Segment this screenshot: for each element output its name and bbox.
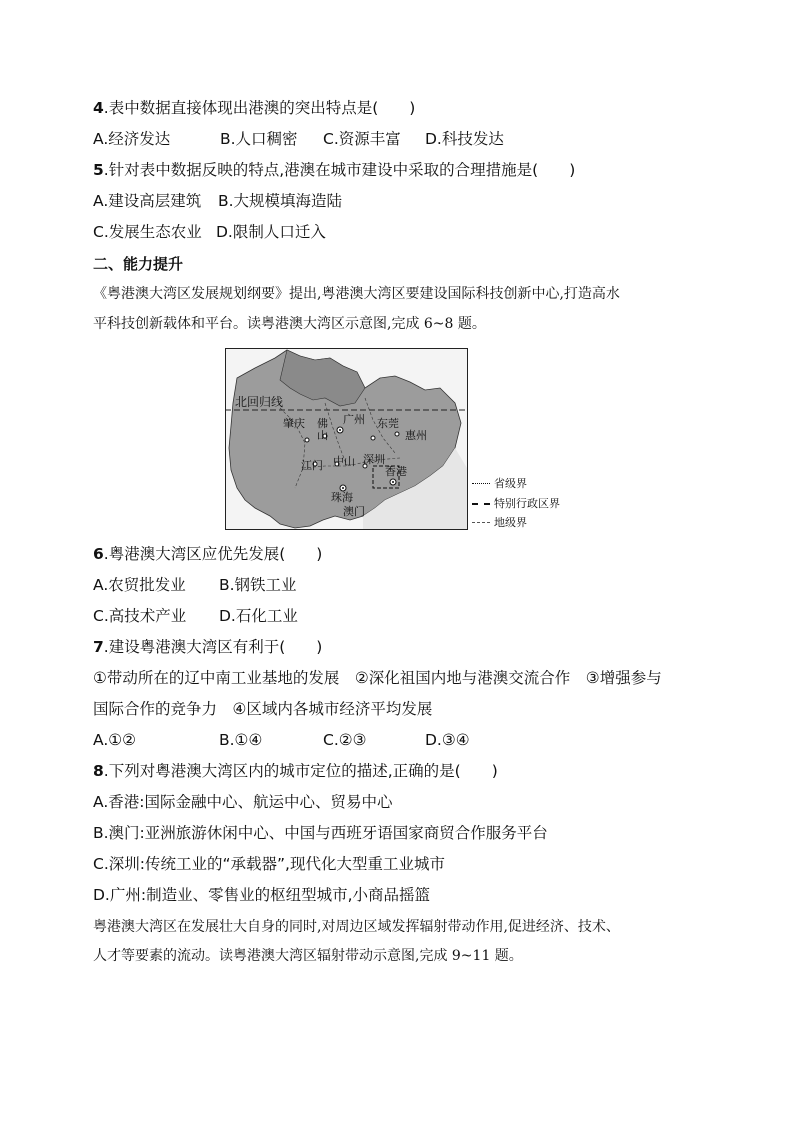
option-d[interactable]: D.石化工业	[219, 607, 298, 625]
option-a[interactable]: A.香港:国际金融中心、航运中心、贸易中心	[93, 793, 393, 811]
option-c[interactable]: C.资源丰富	[323, 130, 401, 148]
q7-statements-1: ①带动所在的辽中南工业基地的发展 ②深化祖国内地与港澳交流合作 ③增强参与	[93, 669, 662, 687]
intro-text-2: 平科技创新载体和平台。读粤港澳大湾区示意图,完成 6~8 题。	[93, 316, 486, 332]
q6-stem: 6.粤港澳大湾区应优先发展( )	[93, 545, 323, 563]
option-d[interactable]: D.限制人口迁入	[216, 223, 326, 241]
option-b[interactable]: B.人口稠密	[220, 130, 298, 148]
city-huizhou: 惠州	[405, 429, 427, 442]
option-d[interactable]: D.③④	[425, 731, 470, 749]
city-zhuhai: 珠海	[331, 491, 353, 504]
city-shenzhen: 深圳	[363, 453, 385, 466]
option-a[interactable]: A.农贸批发业	[93, 576, 186, 594]
tropic-label: 北回归线	[235, 395, 284, 409]
city-jiangmen: 江门	[301, 459, 323, 472]
option-c[interactable]: C.发展生态农业	[93, 223, 202, 241]
option-d[interactable]: D.广州:制造业、零售业的枢纽型城市,小商品摇篮	[93, 886, 431, 904]
legend-special: 特别行政区界	[472, 497, 592, 511]
section-title: 二、能力提升	[93, 255, 184, 273]
legend-prefecture: 地级界	[472, 516, 592, 530]
q7-statements-2: 国际合作的竞争力 ④区域内各城市经济平均发展	[93, 700, 433, 718]
city-foshan: 佛山	[317, 417, 328, 442]
q5-stem: 5.针对表中数据反映的特点,港澳在城市建设中采取的合理措施是( )	[93, 161, 576, 179]
city-macao: 澳门	[343, 505, 365, 518]
legend-provincial: 省级界	[472, 477, 592, 491]
intro-text-1: 《粤港澳大湾区发展规划纲要》提出,粤港澳大湾区要建设国际科技创新中心,打造高水	[93, 286, 620, 302]
intro-text-3: 粤港澳大湾区在发展壮大自身的同时,对周边区域发挥辐射带动作用,促进经济、技术、	[93, 919, 620, 935]
bay-area-map	[225, 348, 468, 530]
option-b[interactable]: B.澳门:亚洲旅游休闲中心、中国与西班牙语国家商贸合作服务平台	[93, 824, 548, 842]
option-a[interactable]: A.经济发达	[93, 130, 171, 148]
city-hongkong: 香港	[385, 465, 407, 478]
option-b[interactable]: B.钢铁工业	[219, 576, 297, 594]
option-a[interactable]: A.①②	[93, 731, 137, 749]
intro-text-4: 人才等要素的流动。读粤港澳大湾区辐射带动示意图,完成 9~11 题。	[93, 948, 523, 964]
q4-stem: 4.表中数据直接体现出港澳的突出特点是( )	[93, 99, 416, 117]
option-d[interactable]: D.科技发达	[425, 130, 504, 148]
option-c[interactable]: C.高技术产业	[93, 607, 187, 625]
map-legend	[472, 477, 592, 532]
option-a[interactable]: A.建设高层建筑	[93, 192, 202, 210]
city-zhongshan: 中山	[333, 455, 355, 468]
city-guangzhou: 广州	[343, 413, 365, 426]
city-zhaoqing: 肇庆	[283, 417, 305, 430]
option-b[interactable]: B.大规模填海造陆	[218, 192, 343, 210]
option-c[interactable]: C.②③	[323, 731, 367, 749]
q8-stem: 8.下列对粤港澳大湾区内的城市定位的描述,正确的是( )	[93, 762, 498, 780]
option-b[interactable]: B.①④	[219, 731, 263, 749]
q7-stem: 7.建设粤港澳大湾区有利于( )	[93, 638, 323, 656]
city-dongguan: 东莞	[377, 417, 399, 430]
option-c[interactable]: C.深圳:传统工业的“承载器”,现代化大型重工业城市	[93, 855, 445, 873]
